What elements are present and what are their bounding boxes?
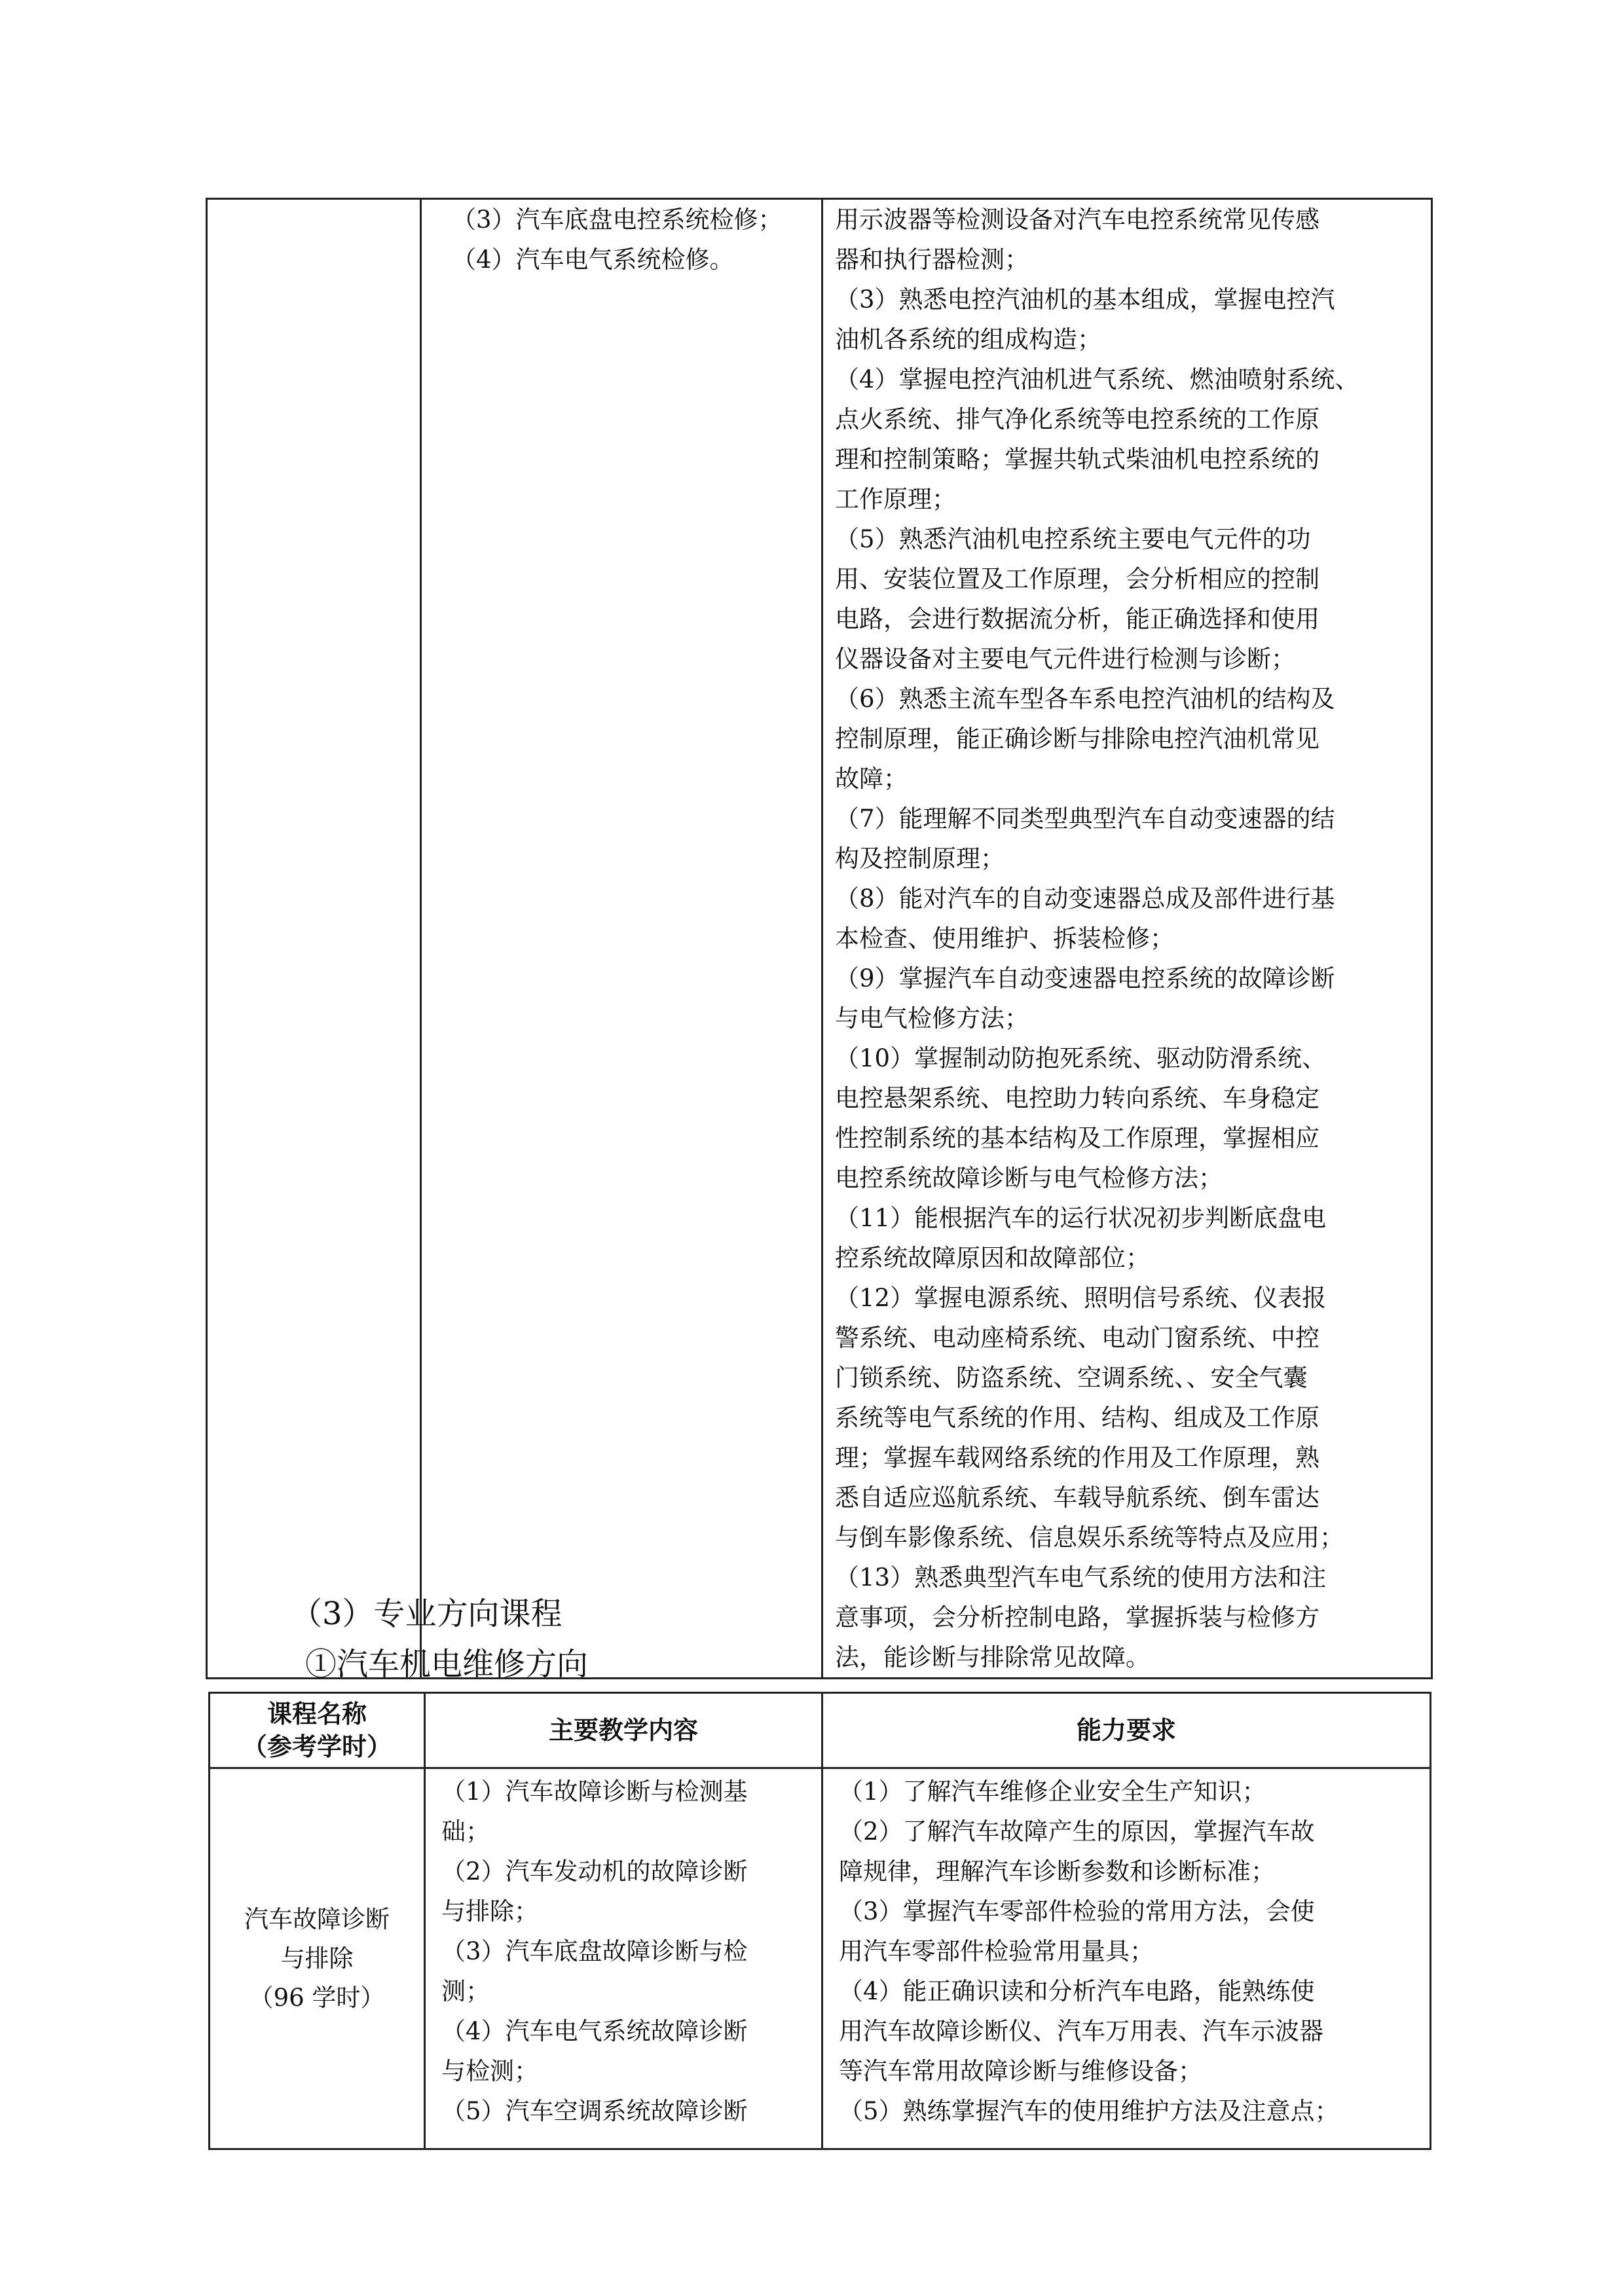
header-course-name-line2: （参考学时） xyxy=(242,1732,392,1761)
text-line: （7）能理解不同类型典型汽车自动变速器的结 xyxy=(835,805,1335,833)
ability-requirements-cell xyxy=(822,199,1432,1679)
text-line: （10）掌握制动防抱死系统、驱动防滑系统、 xyxy=(835,1044,1327,1072)
text-line: 与电气检修方法； xyxy=(835,1004,1029,1032)
text-line: （96 学时） xyxy=(249,1983,385,2012)
text-line: 汽车故障诊断 xyxy=(244,1904,390,1933)
table-row xyxy=(207,199,1432,1679)
text-line: 点火系统、排气净化系统等电控系统的工作原 xyxy=(835,405,1320,433)
section-heading: （3）专业方向课程 xyxy=(291,1595,563,1632)
text-line: （3）熟悉电控汽油机的基本组成，掌握电控汽 xyxy=(835,285,1335,314)
text-line: （12）掌握电源系统、照明信号系统、仪表报 xyxy=(835,1284,1327,1312)
text-line: 油机各系统的组成构造； xyxy=(835,325,1101,354)
course-name-list xyxy=(210,1900,424,2018)
header-ability-requirements: 能力要求 xyxy=(822,1693,1431,1768)
text-line: （3）汽车底盘故障诊断与检 xyxy=(441,1937,748,1965)
text-line: （4）汽车电气系统故障诊断 xyxy=(441,2017,748,2045)
text-line: 障规律，理解汽车诊断参数和诊断标准； xyxy=(839,1857,1275,1886)
table-row xyxy=(210,1768,1431,2149)
ability-requirements-cell xyxy=(822,1768,1431,2149)
text-line: （1）汽车故障诊断与检测基 xyxy=(441,1777,748,1806)
text-line: 与排除； xyxy=(441,1897,538,1925)
text-line: （5）熟悉汽油机电控系统主要电气元件的功 xyxy=(835,525,1311,553)
text-line: （6）熟悉主流车型各车系电控汽油机的结构及 xyxy=(835,685,1335,713)
text-line: （3）掌握汽车零部件检验的常用方法，会使 xyxy=(839,1897,1315,1925)
text-line: 用、安装位置及工作原理，会分析相应的控制 xyxy=(835,565,1320,593)
ability-requirements-list xyxy=(823,200,1431,1677)
text-line: 门锁系统、防盗系统、空调系统、、安全气囊 xyxy=(835,1364,1308,1392)
text-line: 理；掌握车载网络系统的作用及工作原理，熟 xyxy=(835,1444,1320,1472)
text-line: （4）汽车电气系统检修。 xyxy=(452,246,734,274)
text-line: 理和控制策略；掌握共轨式柴油机电控系统的 xyxy=(835,445,1320,473)
text-line: 电控悬架系统、电控助力转向系统、车身稳定 xyxy=(835,1084,1320,1112)
text-line: （11）能根据汽车的运行状况初步判断底盘电 xyxy=(835,1204,1327,1232)
text-line: 悉自适应巡航系统、车载导航系统、倒车雷达 xyxy=(835,1484,1320,1512)
text-line: （4）能正确识读和分析汽车电路，能熟练使 xyxy=(839,1977,1315,2005)
text-line: 础； xyxy=(441,1817,490,1846)
text-line: （2）了解汽车故障产生的原因，掌握汽车故 xyxy=(839,1817,1315,1846)
text-line: （4）掌握电控汽油机进气系统、燃油喷射系统、 xyxy=(835,365,1359,393)
text-line: （1）了解汽车维修企业安全生产知识； xyxy=(839,1777,1266,1806)
header-course-name xyxy=(210,1693,425,1768)
text-line: 本检查、使用维护、拆装检修； xyxy=(835,924,1174,953)
subsection-heading: ①汽车机电维修方向 xyxy=(305,1646,589,1683)
text-line: 等汽车常用故障诊断与维修设备； xyxy=(839,2057,1202,2085)
teaching-content-list xyxy=(426,1769,821,2131)
text-line: （5）熟练掌握汽车的使用维护方法及注意点； xyxy=(839,2097,1339,2125)
teaching-content-list xyxy=(422,200,821,280)
text-line: 控系统故障原因和故障部位； xyxy=(835,1244,1150,1272)
text-line: 用汽车故障诊断仪、汽车万用表、汽车示波器 xyxy=(839,2017,1323,2045)
text-line: 电控系统故障诊断与电气检修方法； xyxy=(835,1164,1223,1192)
text-line: 警系统、电动座椅系统、电动门窗系统、中控 xyxy=(835,1324,1320,1352)
text-line: （2）汽车发动机的故障诊断 xyxy=(441,1857,748,1886)
text-line: 与倒车影像系统、信息娱乐系统等特点及应用； xyxy=(835,1523,1344,1552)
teaching-content-cell xyxy=(421,199,822,1679)
text-line: （3）汽车底盘电控系统检修； xyxy=(452,206,783,234)
text-line: （8）能对汽车的自动变速器总成及部件进行基 xyxy=(835,884,1335,913)
text-line: （5）汽车空调系统故障诊断 xyxy=(441,2097,748,2125)
text-line: 测； xyxy=(441,1977,490,2005)
text-line: 仪器设备对主要电气元件进行检测与诊断； xyxy=(835,645,1295,673)
header-teaching-content: 主要教学内容 xyxy=(425,1693,822,1768)
table-header-row xyxy=(210,1693,1431,1768)
text-line: 器和执行器检测； xyxy=(835,246,1029,274)
text-line: 系统等电气系统的作用、结构、组成及工作原 xyxy=(835,1404,1320,1432)
course-table-continued xyxy=(206,198,1433,1679)
text-line: 性控制系统的基本结构及工作原理，掌握相应 xyxy=(835,1124,1320,1152)
text-line: 故障； xyxy=(835,765,908,793)
text-line: 用示波器等检测设备对汽车电控系统常见传感 xyxy=(835,206,1320,234)
ability-requirements-list xyxy=(823,1769,1430,2131)
text-line: （13）熟悉典型汽车电气系统的使用方法和注 xyxy=(835,1563,1327,1592)
text-line: 与检测； xyxy=(441,2057,538,2085)
text-line: 用汽车零部件检验常用量具； xyxy=(839,1937,1154,1965)
text-line: 工作原理； xyxy=(835,485,956,513)
course-name-cell-empty xyxy=(207,199,421,1679)
teaching-content-cell xyxy=(425,1768,822,2149)
text-line: 控制原理，能正确诊断与排除电控汽油机常见 xyxy=(835,725,1320,753)
course-name-cell xyxy=(210,1768,425,2149)
text-line: （9）掌握汽车自动变速器电控系统的故障诊断 xyxy=(835,964,1335,993)
direction-course-table xyxy=(208,1692,1431,2150)
text-line: 电路，会进行数据流分析，能正确选择和使用 xyxy=(835,605,1320,633)
text-line: 构及控制原理； xyxy=(835,845,1005,873)
text-line: 意事项，会分析控制电路，掌握拆装与检修方 xyxy=(835,1603,1320,1631)
text-line: 法，能诊断与排除常见故障。 xyxy=(835,1643,1150,1671)
text-line: 与排除 xyxy=(280,1944,354,1973)
header-course-name-line1: 课程名称 xyxy=(267,1700,367,1728)
